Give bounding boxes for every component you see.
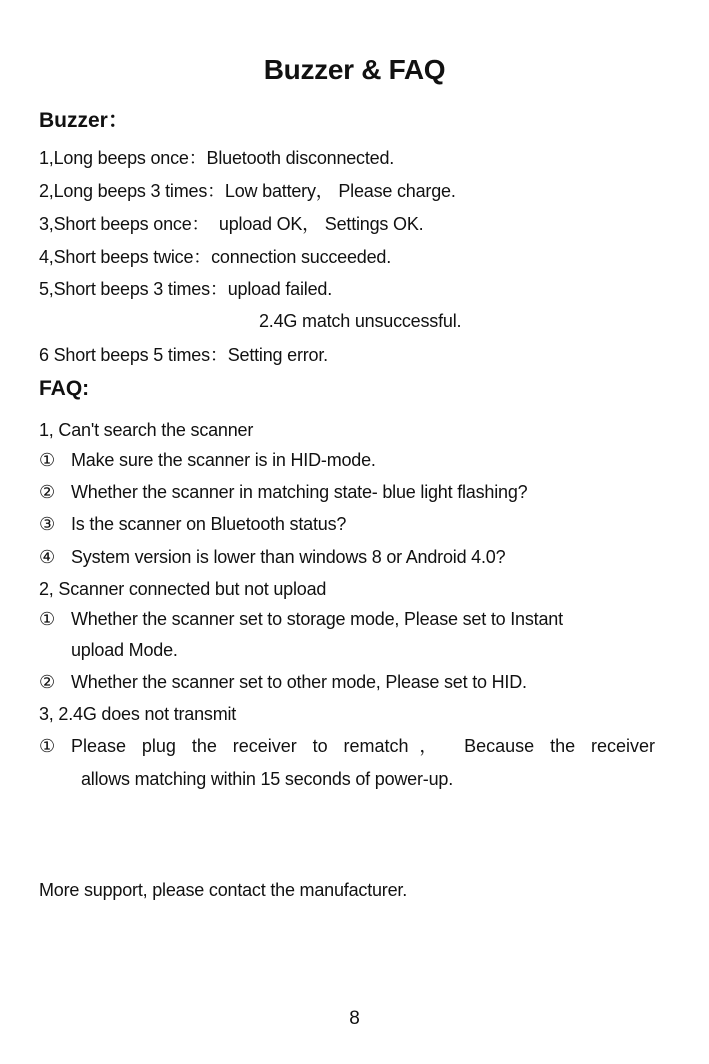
faq-answer-continuation: allows matching within 15 seconds of power-up.	[81, 769, 453, 789]
buzzer-item-label: 6 Short beeps 5 times：	[39, 345, 228, 365]
buzzer-item-label: 1,Long beeps once：	[39, 148, 207, 168]
page-number: 8	[349, 1008, 360, 1029]
buzzer-item-text: 2.4G match unsuccessful.	[259, 311, 462, 331]
faq-answer-text: Is the scanner on Bluetooth status?	[71, 514, 347, 534]
circled-number: ①	[39, 450, 55, 470]
buzzer-item	[39, 280, 332, 298]
faq-answer-text: Whether the scanner set to other mode, Please set to HID.	[71, 672, 527, 692]
buzzer-item	[39, 149, 394, 167]
buzzer-item-text: connection succeeded.	[211, 247, 392, 267]
buzzer-item-continuation	[259, 312, 461, 330]
page-title: Buzzer & FAQ	[263, 54, 446, 85]
buzzer-item-text: Bluetooth disconnected.	[206, 148, 395, 168]
faq-answer-text: Please plug the receiver to rematch， Because the receiver	[71, 736, 655, 756]
circled-number: ②	[39, 672, 55, 692]
faq-answer	[39, 737, 655, 755]
faq-answer-text: Whether the scanner set to storage mode, Please set to Instant	[71, 609, 563, 629]
circled-number: ②	[39, 482, 55, 502]
faq-answer	[39, 483, 527, 501]
faq-answer-text: System version is lower than windows 8 or Android 4.0?	[71, 547, 506, 567]
buzzer-item-label: 5,Short beeps 3 times：	[39, 279, 228, 299]
buzzer-item-label: 4,Short beeps twice：	[39, 247, 212, 267]
faq-question: 1, Can't search the scanner	[39, 420, 254, 440]
faq-heading: FAQ:	[39, 377, 90, 400]
buzzer-heading: Buzzer：	[39, 109, 129, 132]
faq-question: 3, 2.4G does not transmit	[39, 704, 237, 724]
faq-answer	[39, 515, 346, 533]
buzzer-item-text: Low battery， Please charge.	[224, 181, 456, 201]
faq-answer-continuation: upload Mode.	[71, 640, 178, 660]
circled-number: ③	[39, 514, 55, 534]
faq-answer	[39, 451, 376, 469]
buzzer-item	[39, 346, 328, 364]
buzzer-item-text: upload failed.	[227, 279, 332, 299]
buzzer-item-label: 2,Long beeps 3 times：	[39, 181, 225, 201]
faq-answer	[39, 548, 505, 566]
buzzer-item-text: Setting error.	[227, 345, 328, 365]
circled-number: ①	[39, 736, 56, 756]
circled-number: ①	[39, 609, 55, 629]
faq-answer	[39, 673, 527, 691]
circled-number: ④	[39, 547, 55, 567]
buzzer-item	[39, 215, 423, 233]
buzzer-item-text: upload OK， Settings OK.	[209, 214, 424, 234]
faq-answer-text: Whether the scanner in matching state- blue light flashing?	[71, 482, 528, 502]
faq-answer-text: Make sure the scanner is in HID-mode.	[71, 450, 376, 470]
faq-answer	[39, 610, 563, 628]
faq-question: 2, Scanner connected but not upload	[39, 579, 327, 599]
buzzer-item	[39, 182, 456, 200]
buzzer-item	[39, 248, 391, 266]
support-note: More support, please contact the manufacturer.	[39, 880, 408, 900]
buzzer-item-label: 3,Short beeps once：	[39, 214, 210, 234]
